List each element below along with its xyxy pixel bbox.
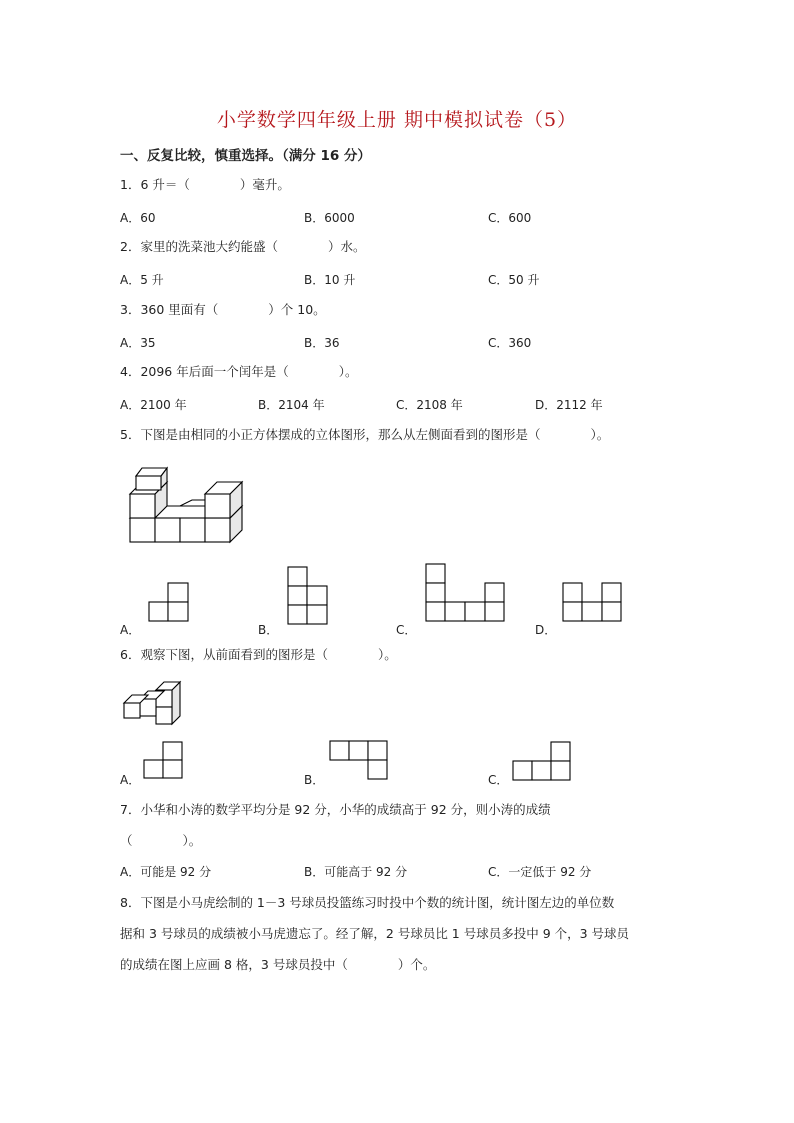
question-8-line-3: 的成绩在图上应画 8 格，3 号球员投中（ ）个。 bbox=[120, 957, 436, 972]
question-5: 5．下图是由相同的小正方体摆成的立体图形，那么从左侧面看到的图形是（ ）。 bbox=[120, 427, 610, 442]
q2-option-a[interactable]: A．5 升 bbox=[120, 273, 164, 287]
q7-option-b[interactable]: B．可能高于 92 分 bbox=[304, 865, 408, 879]
page-title: 小学数学四年级上册 期中模拟试卷（5） bbox=[216, 109, 578, 131]
q7-option-a[interactable]: A．可能是 92 分 bbox=[120, 865, 212, 879]
q6-option-a[interactable]: A． bbox=[120, 773, 141, 787]
q3-option-a[interactable]: A．35 bbox=[120, 336, 156, 350]
question-8-line-1: 8．下图是小马虎绘制的 1－3 号球员投篮练习时投中个数的统计图，统计图左边的单位数 bbox=[120, 895, 615, 910]
q3-option-c[interactable]: C．360 bbox=[488, 336, 532, 350]
question-7: 7．小华和小涛的数学平均分是 92 分，小华的成绩高于 92 分，则小涛的成绩 bbox=[120, 802, 551, 817]
question-7-blank: （ ）。 bbox=[120, 833, 202, 848]
q5-solid-figure bbox=[120, 460, 250, 550]
q1-option-c[interactable]: C．600 bbox=[488, 211, 532, 225]
q6-option-c[interactable]: C． bbox=[488, 773, 509, 787]
q2-option-b[interactable]: B．10 升 bbox=[304, 273, 356, 287]
q1-option-b[interactable]: B．6000 bbox=[304, 211, 355, 225]
question-4: 4．2096 年后面一个闰年是（ ）。 bbox=[120, 364, 358, 379]
q5-option-b[interactable]: B． bbox=[258, 623, 279, 637]
q6-option-a-figure bbox=[143, 741, 185, 781]
question-3: 3．360 里面有（ ）个 10。 bbox=[120, 302, 326, 317]
q4-option-a[interactable]: A．2100 年 bbox=[120, 398, 187, 412]
q5-option-a-figure bbox=[148, 582, 190, 624]
q5-option-a[interactable]: A． bbox=[120, 623, 141, 637]
q1-option-a[interactable]: A．60 bbox=[120, 211, 156, 225]
q4-option-c[interactable]: C．2108 年 bbox=[396, 398, 463, 412]
question-8-line-2: 据和 3 号球员的成绩被小马虎遗忘了。经了解，2 号球员比 1 号球员多投中 9 个，3 号球员 bbox=[120, 926, 630, 941]
q5-option-c-figure bbox=[425, 563, 507, 625]
q5-option-d-figure bbox=[562, 582, 624, 624]
question-2: 2．家里的洗菜池大约能盛（ ）水。 bbox=[120, 239, 366, 254]
q7-option-c[interactable]: C．一定低于 92 分 bbox=[488, 865, 592, 879]
section-heading: 一、反复比较，慎重选择。（满分 16 分） bbox=[120, 148, 371, 164]
q5-option-c[interactable]: C． bbox=[396, 623, 417, 637]
q6-option-c-figure bbox=[512, 741, 574, 783]
q6-option-b-figure bbox=[329, 740, 391, 782]
q4-option-d[interactable]: D．2112 年 bbox=[535, 398, 603, 412]
q4-option-b[interactable]: B．2104 年 bbox=[258, 398, 325, 412]
q5-option-d[interactable]: D． bbox=[535, 623, 557, 637]
question-6: 6．观察下图，从前面看到的图形是（ ）。 bbox=[120, 647, 397, 662]
q2-option-c[interactable]: C．50 升 bbox=[488, 273, 540, 287]
q6-solid-figure bbox=[120, 674, 190, 726]
q3-option-b[interactable]: B．36 bbox=[304, 336, 340, 350]
q6-option-b[interactable]: B． bbox=[304, 773, 325, 787]
q5-option-b-figure bbox=[287, 566, 329, 626]
question-1: 1．6 升＝（ ）毫升。 bbox=[120, 177, 290, 192]
